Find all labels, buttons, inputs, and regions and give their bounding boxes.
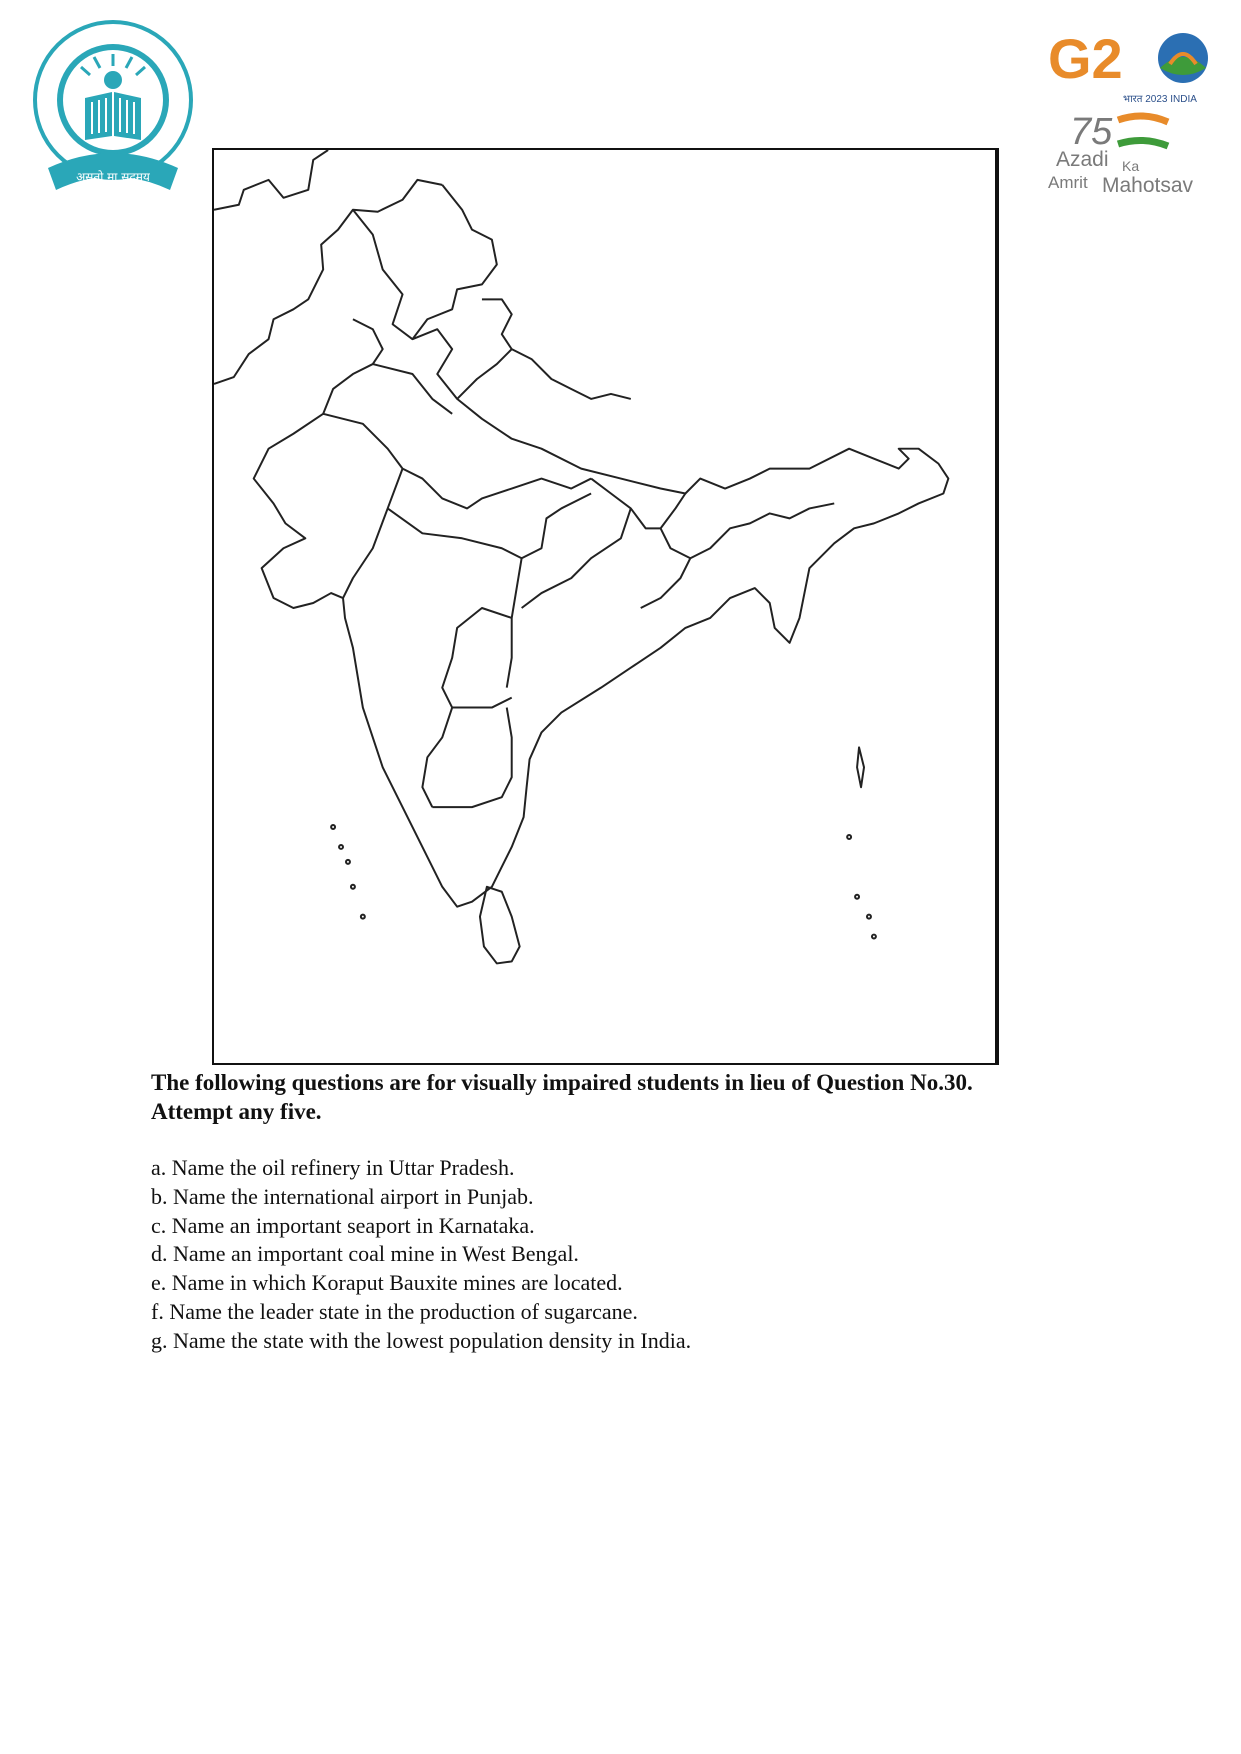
g20-azadi-logo xyxy=(1048,16,1216,196)
ka-word: Ka xyxy=(1122,158,1140,174)
azadi-word: Azadi xyxy=(1056,148,1109,171)
northern-states xyxy=(412,185,630,399)
sri-lanka xyxy=(480,887,520,964)
india-outline-map xyxy=(212,148,999,1065)
western-border xyxy=(214,180,442,384)
amrit-word: Amrit xyxy=(1048,173,1088,192)
logo-motto: असतो मा सद्गमय xyxy=(76,170,150,184)
question-a: a. Name the oil refinery in Uttar Pradesh. xyxy=(151,1155,515,1180)
north-border xyxy=(214,150,328,210)
svg-text:75: 75 xyxy=(1070,111,1113,153)
instructions-line-1: The following questions are for visually impaired students in lieu of Question No.30. xyxy=(151,1070,973,1095)
mahotsav-word: Mahotsav xyxy=(1102,174,1194,196)
instructions xyxy=(151,1068,1081,1126)
india-outline xyxy=(254,210,949,907)
state-boundaries xyxy=(323,364,834,807)
cbse-logo xyxy=(30,18,196,204)
question-f: f. Name the leader state in the production of sugarcane. xyxy=(151,1298,638,1324)
question-g: g. Name the state with the lowest population density in India. xyxy=(151,1327,692,1353)
instructions-line-2: Attempt any five. xyxy=(151,1099,322,1124)
question-c: c. Name an important seaport in Karnataka. xyxy=(151,1212,535,1238)
question-d: d. Name an important coal mine in West Bengal. xyxy=(151,1241,579,1267)
question-b: b. Name the international airport in Punjab. xyxy=(151,1183,534,1209)
question-e: e. Name in which Koraput Bauxite mines are located. xyxy=(151,1270,623,1296)
questions-list xyxy=(151,1154,691,1356)
g20-text: G2 xyxy=(1048,27,1123,90)
g20-subtitle: भारत 2023 INDIA xyxy=(1123,94,1197,105)
islands xyxy=(331,747,876,938)
